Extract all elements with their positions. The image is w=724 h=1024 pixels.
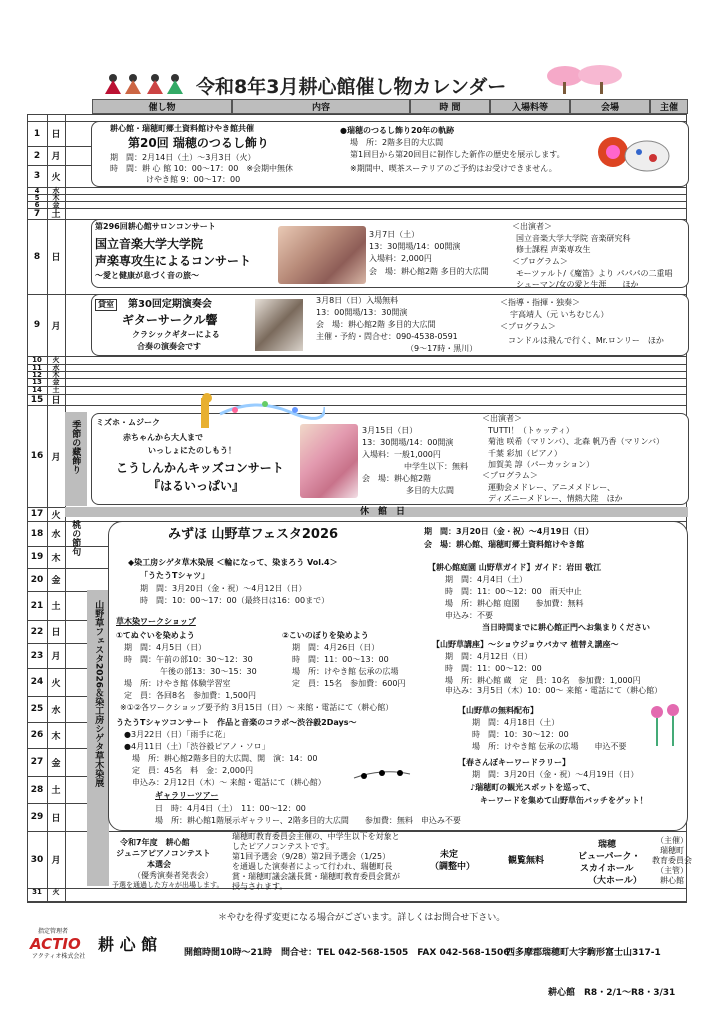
ev8-cond-heading: ＜指導・指揮・独奏＞	[500, 298, 580, 307]
weekday: 日	[51, 628, 61, 638]
ev29-d2: したピアノコンテストです。	[232, 842, 334, 851]
weekday: 土	[51, 210, 61, 220]
grid-row-line	[65, 208, 687, 209]
uta-place: 場 所：耕心館2階多目的大広間、開 演：14：00	[132, 754, 318, 763]
day-number: 26	[30, 730, 44, 740]
ev29-l3: 本選会	[147, 860, 171, 869]
grid-row-line	[65, 364, 687, 365]
ev8-title2: クラシックギターによる	[132, 330, 220, 339]
festa-title: みずほ 山野草フェスタ2026	[168, 527, 339, 542]
ws2-fee: 定 員：15名 参加費：600円	[292, 679, 406, 688]
ev8-venue: 会 場：耕心館2階 多目的大広間	[316, 320, 436, 329]
ev15-perf2: 菊池 咲希（マリンバ）、北森 帆乃香（マリンバ）	[488, 437, 664, 446]
grid-row-line	[65, 194, 687, 195]
ev1-desc: 第1回目から第20回目に制作した新作の歴史を展示します。	[350, 150, 565, 159]
day-number: 14	[32, 386, 42, 394]
ev29-time1: 未定	[440, 850, 459, 860]
ws2-time: 時 間：11：00〜13：00	[292, 655, 389, 664]
ev15-perf-heading: ＜出演者＞	[482, 414, 522, 423]
ev15-fee: 入場料：一般1,000円	[362, 450, 441, 459]
day-number: 12	[32, 370, 42, 379]
weekday: 水	[52, 363, 60, 372]
ev15-org: ミズホ・ムジーク	[96, 418, 160, 427]
ws-heading: 草木染ワークショップ	[116, 617, 196, 626]
page-title: 令和8年3月耕心館催し物カレンダー	[196, 76, 507, 98]
weekday: 金	[52, 378, 60, 386]
header-organizer: 主催	[650, 99, 688, 114]
day-number: 17	[30, 509, 44, 519]
guide-place: 場 所：耕心館 庭園 参加費：無料	[445, 599, 584, 608]
free-heading: 【山野草の無料配布】	[458, 706, 538, 715]
ev29-fee: 観覧無料	[508, 856, 545, 866]
ev7-date: 3月7日（土）	[369, 230, 420, 239]
dye-time: 時 間：10：00〜17：00（最終日は16：00まで）	[140, 596, 330, 605]
ev7-prog1: モーツァルト/《魔笛》より パパパの二重唱	[516, 269, 673, 278]
ev8-date: 3月8日（日）入場無料	[316, 296, 399, 305]
ev29-time2: （調整中）	[430, 862, 476, 872]
ev29-d5: 賞・瑞穂町議会議長賞・瑞穂町教育委員会賞が	[232, 872, 400, 881]
ev7-prog-heading: ＜プログラム＞	[512, 257, 568, 266]
day-number: 28	[30, 784, 44, 795]
singers-photo	[278, 226, 366, 284]
ev7-time: 13：30開場/14：00開演	[369, 242, 461, 251]
festa-venue: 会 場：耕心館、瑞穂町郷土資料館けやき館	[424, 540, 584, 549]
ev15-fee2: 中学生以下：無料	[404, 462, 468, 471]
ev29-venue2: ビューパーク・	[578, 852, 641, 862]
ev15-venue2: 多目的大広間	[406, 486, 454, 495]
weekday: 月	[51, 856, 61, 866]
day-number: 20	[30, 574, 44, 585]
ev1-org: 耕心館・瑞穂町郷土資料館けやき館共催	[110, 124, 254, 133]
lecture-heading: 【山野草講座】〜ショウジョウバカマ 植替え講座〜	[432, 640, 619, 649]
ev15-prog2: ディズニーメドレー、情熱大陸 ほか	[488, 494, 623, 503]
guide-heading: 【耕心館庭園 山野草ガイド】ガイド：岩田 敬江	[428, 563, 602, 572]
grid-row-line	[65, 187, 687, 188]
weekday: 火	[51, 678, 61, 689]
grid-row-line	[27, 902, 687, 903]
day-number: 19	[30, 552, 44, 562]
ev15-perf3: 千葉 彩加（ピアノ）	[488, 449, 562, 458]
weekday: 木	[52, 370, 60, 379]
day-number: 6	[34, 200, 40, 209]
day-number: 13	[32, 378, 42, 386]
ev8-title1: ギターサークル響	[122, 313, 218, 327]
rally-date: 期 間：3月20日（金・祝）〜4月19日（日）	[472, 770, 639, 779]
free-date: 期 間：4月18日（土）	[472, 718, 560, 727]
weekday: 土	[51, 602, 61, 612]
ev29-l2: ジュニアピアノコンテスト	[116, 849, 211, 858]
ev7-title2: 声楽専攻生によるコンサート	[95, 254, 252, 268]
day-number: 2	[33, 150, 41, 161]
grid-row-line	[65, 394, 687, 395]
festa-period: 期 間：3月20日（金・祝）〜4月19日（日）	[424, 527, 594, 536]
lecture-time: 時 間：11：00〜12：00	[445, 664, 542, 673]
weekday: 月	[51, 652, 61, 662]
ev29-org4: （主管）	[656, 866, 688, 875]
ev1-note: ※期間中、喫茶スーテリアのご予約はお受けできません。	[350, 164, 557, 173]
ws1-fee: 定 員：各回8名 参加費：1,500円	[124, 691, 256, 700]
ev29-venue4: （大ホール）	[588, 876, 642, 886]
weekday: 木	[51, 553, 61, 564]
ev8-cond: 宇高靖人（元 いちむじん）	[510, 310, 609, 319]
ev15-prog1: 運動会メドレー、アニメメドレー、	[488, 483, 615, 492]
ev7-subtitle: 〜愛と健康が息づく音の旅〜	[95, 271, 199, 280]
day-number: 8	[33, 251, 41, 262]
grid-row-line	[65, 356, 687, 357]
weekday: 日	[51, 253, 61, 263]
header-content: 内容	[232, 99, 410, 114]
ws-note: ※①②各ワークショップ要予約 3月15日（日）〜 来館・電話にて（耕心館）	[120, 703, 394, 712]
grid-row-line	[65, 201, 687, 202]
ws1-heading: ①てぬぐいを染めよう	[116, 631, 195, 640]
music-notes-icon	[352, 764, 412, 786]
ws1-time2: 午後の部13：30〜15：30	[160, 667, 257, 676]
day-number: 18	[30, 528, 44, 539]
day-number: 10	[32, 356, 42, 364]
ev7-venue: 会 場：耕心館2階 多目的大広間	[369, 267, 489, 276]
ev8-prog-heading: ＜プログラム＞	[500, 322, 556, 331]
rally-line2: キーワードを集めて山野草缶バッチをゲット！	[480, 796, 648, 805]
uta-fee: 定 員：45名 料 金：2,000円	[132, 766, 254, 775]
uta-date1: ●3月22日（日）「雨手に花」	[124, 730, 231, 739]
day-number: 1	[33, 128, 41, 139]
free-place: 場 所：けやき館 伝承の広場 申込不要	[472, 742, 627, 751]
ev15-title1: こうしんかんキッズコンサート	[116, 461, 284, 475]
day-number: 24	[30, 677, 44, 687]
closed-label: 休 館 日	[360, 507, 406, 517]
footer-kanji-logo: 耕 心 館	[98, 935, 158, 954]
dye-sub: 「うたうTシャツ」	[140, 571, 210, 580]
grid-row-line	[65, 378, 687, 379]
uta-date2: ●4月11日（土）「渋谷毅ピアノ・ソロ」	[124, 742, 270, 751]
ws2-date: 期 間：4月26日（日）	[292, 643, 380, 652]
ev15-prog-heading: ＜プログラム＞	[482, 471, 538, 480]
ev29-l1: 令和7年度 耕心館	[120, 838, 190, 847]
weekday: 火	[51, 510, 61, 521]
footer-address: 西多摩郡瑞穂町大字駒形富士山317-1	[506, 948, 661, 958]
dye-heading: ◆染工房シゲタ草木染展 ＜輪になって、染まろう Vol.4＞	[128, 558, 338, 567]
footer-code: 耕心館 R8・2/1〜R8・3/31	[548, 988, 676, 998]
ev1-time1: 時 間：耕 心 館 10：00〜17：00 ※会期中無休	[110, 164, 294, 173]
weekday: 火	[51, 172, 61, 183]
ws2-heading: ②こいのぼりを染めよう	[282, 631, 369, 640]
ev1-title: 第20回 瑞穂のつるし飾り	[128, 136, 269, 150]
ev15-venue: 会 場：耕心館2階	[362, 474, 432, 483]
day-number: 30	[30, 854, 44, 865]
ev8-tag: 貸室	[95, 299, 117, 311]
weekday: 金	[51, 576, 61, 586]
lecture-place: 場 所：耕心館 蔵 定 員：10名 参加費：1,000円	[445, 676, 641, 685]
ev7-title1: 国立音楽大学大学院	[95, 237, 204, 251]
dye-period: 期 間：3月20日（金・祝）〜4月12日（日）	[140, 584, 307, 593]
weekday: 水	[51, 705, 61, 716]
weekday: 土	[51, 786, 61, 796]
day-number: 27	[30, 757, 44, 767]
ev7-prog2: シューマン/女の愛と生涯 ほか	[516, 280, 639, 289]
ev29-org3: 教育委員会	[652, 856, 692, 865]
grid-row-line	[65, 386, 687, 387]
day-number: 25	[30, 704, 44, 714]
header-venue: 会場	[570, 99, 650, 114]
ev1-sub: ●瑞穂のつるし飾り20年の軌跡	[340, 126, 455, 135]
day-number: 5	[34, 193, 40, 202]
day-number: 31	[32, 887, 42, 896]
ws1-date: 期 間：4月5日（日）	[124, 643, 207, 652]
ev29-org5: 耕心館	[660, 876, 684, 885]
ev7-perf2: 修士課程 声楽専攻生	[516, 245, 591, 254]
ev7-salon: 第296回耕心館サロンコンサート	[95, 222, 216, 231]
day-number: 15	[30, 394, 44, 405]
ev8-title0: 第30回定期演奏会	[128, 299, 212, 310]
ev15-date: 3月15日（日）	[362, 426, 418, 435]
doll-ornament-icon	[595, 124, 675, 182]
ev29-venue3: スカイホール	[580, 864, 634, 874]
ev29-d4: を通過した演奏者によって行われ、瑞穂町長	[232, 862, 393, 871]
day-number: 22	[30, 626, 44, 637]
weekday: 金	[52, 200, 60, 209]
guitarist-photo	[255, 299, 303, 351]
ev29-d1: 瑞穂町教育委員会主催の、中学生以下を対象と	[232, 832, 400, 841]
day-number: 9	[33, 320, 41, 330]
lecture-date: 期 間：4月12日（日）	[445, 652, 533, 661]
weekday: 水	[51, 530, 61, 540]
weekday: 金	[51, 758, 61, 769]
header-fee: 入場料等	[490, 99, 570, 114]
weekday: 日	[51, 813, 61, 824]
free-time: 時 間：10：30〜12：00	[472, 730, 569, 739]
uta-reserve: 申込み：2月12日（木）〜 来館・電話にて（耕心館）	[132, 778, 326, 787]
ev7-perf1: 国立音楽大学大学院 音楽研究科	[516, 234, 631, 243]
weekday: 木	[51, 731, 61, 742]
weekday: 水	[52, 186, 60, 195]
ev1-time2: けやき館 9：00〜17：00	[146, 175, 241, 184]
peach-side-label: 桃の節句	[70, 520, 81, 556]
footer-hours: 開館時間10時〜21時 問合せ：TEL 042-568-1505 FAX 042-568-1506	[184, 948, 510, 958]
guide-time: 時 間：11：00〜12：00 雨天中止	[445, 587, 582, 596]
weekday: 火	[52, 887, 60, 896]
day-number: 16	[30, 451, 44, 461]
ev15-line2: いっしょにたのしもう！	[148, 446, 236, 455]
day-number: 11	[32, 363, 42, 372]
uta-heading: うたうTシャツコンサート 作品と音楽のコラボ〜渋谷毅2Days〜	[116, 718, 357, 727]
cherry-blossom-icon	[545, 64, 625, 94]
day-number: 3	[33, 171, 41, 181]
weekday: 火	[52, 356, 60, 364]
weekday: 月	[51, 152, 61, 162]
header-event: 催し物	[92, 99, 232, 114]
season-side-label: 季節の藏飾り	[70, 420, 81, 474]
performers-photo	[300, 424, 358, 498]
weekday: 月	[51, 321, 61, 332]
ws2-place: 場 所：けやき館 伝承の広場	[292, 667, 399, 676]
header-time: 時 間	[410, 99, 490, 114]
ev1-period: 期 間：2月14日（土）〜3月3日（火）	[110, 153, 256, 162]
ev29-l4: （優秀演奏者発表会）	[133, 871, 213, 880]
ev29-org2: 瑞穂町	[660, 846, 684, 855]
ev15-line1: 赤ちゃんから大人まで	[123, 433, 203, 442]
footer-company: アクティオ株式会社	[32, 953, 86, 960]
ev15-title2: 『はるいっぱい』	[148, 479, 245, 493]
ev8-contact: 主催・予約・問合せ：090-4538-0591	[316, 332, 458, 341]
guide-note: 当日時間までに耕心館正門へお集まりください	[482, 623, 650, 632]
ev1-place: 場 所：2階多目的大広間	[350, 138, 444, 147]
ev15-perf1: TUTTI！（トゥッティ）	[488, 426, 574, 435]
day-number: 29	[30, 812, 44, 822]
ev7-fee: 入場料：2,000円	[369, 254, 432, 263]
footnote: ＊やむを得ず変更になる場合がございます。詳しくはお問合せ下さい。	[218, 913, 506, 923]
festa-side-label: 山野草フェスタ2026＆染工房シゲタ草木染展	[93, 600, 104, 788]
ev29-l5: 予選を通過した方々が出場します。	[112, 881, 224, 889]
weekday: 日	[51, 130, 61, 140]
ev29-venue1: 瑞穂	[598, 840, 617, 850]
guide-date: 期 間：4月4日（土）	[445, 575, 528, 584]
day-number: 21	[30, 600, 44, 611]
ev15-perf4: 加賀美 諄（パーカッション）	[488, 460, 595, 469]
actio-logo: ACTIO	[30, 935, 81, 953]
ev7-perf-heading: ＜出演者＞	[512, 222, 552, 231]
lecture-reserve: 申込み：3月5日（木）10：00〜 来館・電話にて（耕心館）	[445, 686, 663, 695]
ev15-time: 13：30開場/14：00開演	[362, 438, 454, 447]
hina-doll-icon	[105, 72, 185, 96]
grid-row-line	[65, 371, 687, 372]
guide-reserve: 申込み：不要	[445, 611, 493, 620]
ev29-d6: 授与されます。	[232, 882, 288, 891]
day-number: 7	[33, 208, 41, 219]
ev8-time: 13：00開場/13：30開演	[316, 308, 408, 317]
footer-company-small: 指定管理者	[38, 928, 69, 935]
ws1-place: 場 所：けやき館 体験学習室	[124, 679, 231, 688]
weekday: 月	[51, 452, 61, 463]
flower-icon	[645, 700, 685, 752]
ev8-title3: 合奏の演奏会です	[137, 342, 201, 351]
ev8-prog: コンドルは飛んで行く、Mr.ロンリー ほか	[508, 336, 664, 345]
ev29-d3: 第1回予選会（9/28）第2回予選会（1/25）	[232, 852, 391, 861]
day-number: 4	[34, 186, 40, 195]
weekday: 日	[51, 396, 61, 406]
weekday: 木	[52, 193, 60, 202]
gallery-heading: ギャラリーツアー	[155, 791, 219, 800]
weekday: 土	[52, 386, 60, 394]
gallery-time: 日 時：4月4日（土） 11：00〜12：00	[155, 804, 306, 813]
gallery-place: 場 所：耕心館1階展示ギャラリー、2階多目的大広間 参加費：無料 申込み不要	[155, 816, 461, 825]
day-number: 23	[30, 650, 44, 661]
ev8-contact2: （9〜17時・黒川）	[406, 344, 478, 353]
grid-row-line	[27, 405, 687, 406]
ws1-time1: 時 間：午前の部10：30〜12：30	[124, 655, 253, 664]
rally-line1: ♪瑞穂町の観光スポットを巡って、	[470, 783, 595, 792]
rally-heading: 【春さんぽキーワードラリー】	[458, 758, 570, 767]
ev29-org1: （主催）	[656, 836, 688, 845]
